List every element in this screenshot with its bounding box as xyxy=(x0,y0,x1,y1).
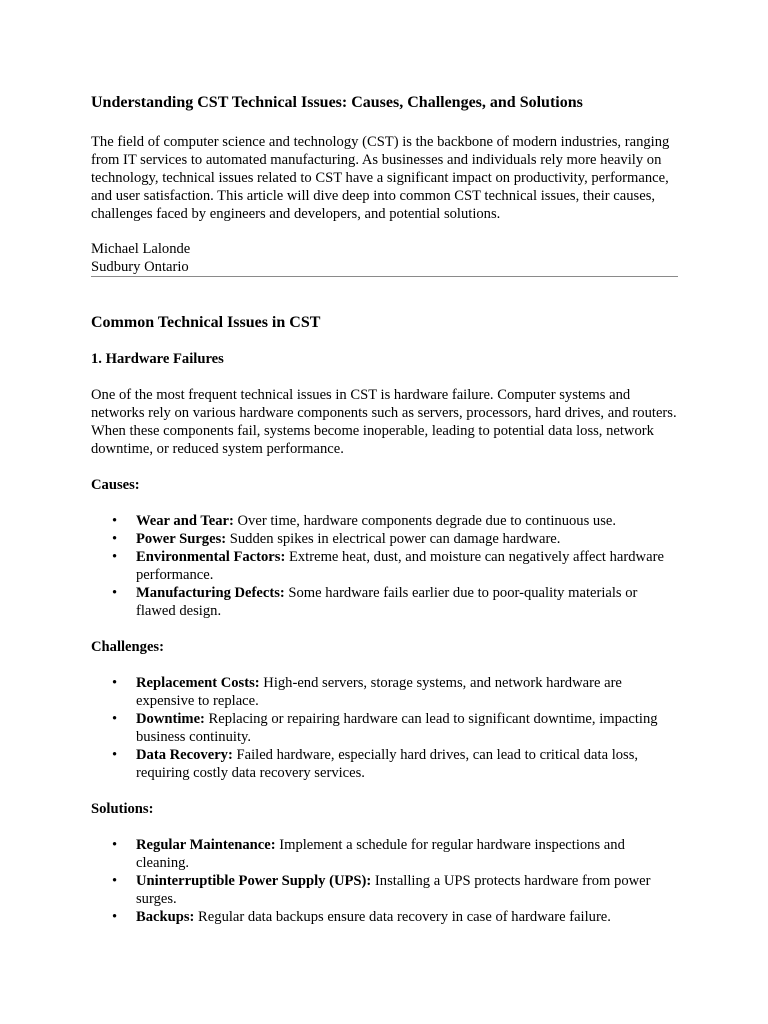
list-item-term: Replacement Costs: xyxy=(136,675,260,691)
list-item-term: Downtime: xyxy=(136,711,205,727)
list-item-text: Replacing or repairing hardware can lead to significant downtime, impacting business continuity. xyxy=(136,711,658,745)
causes-label: Causes: xyxy=(91,477,140,493)
list-item-text: Implement a schedule for regular hardware inspections and cleaning. xyxy=(136,837,625,871)
author-name: Michael Lalonde xyxy=(91,241,191,257)
list-item xyxy=(112,746,678,782)
list-item xyxy=(112,908,678,926)
list-item-text: Installing a UPS protects hardware from power surges. xyxy=(136,873,651,907)
bullet-icon: • xyxy=(112,585,118,601)
document-page xyxy=(91,93,678,926)
bullet-icon: • xyxy=(112,711,118,727)
list-item xyxy=(112,512,678,530)
intro-paragraph: The field of computer science and technology (CST) is the backbone of modern industries, ranging from IT services to automated manufacturing. As businesses and individuals rely more heavily on technology, technical issues related to CST have a significant impact on productivity, performance, and user satisfaction. This article will dive deep into common CST technical issues, their causes, challenges faced by engineers and developers, and potential solutions. xyxy=(91,134,670,222)
list-item xyxy=(112,872,678,908)
list-item-text: Failed hardware, especially hard drives, can lead to critical data loss, requiring costly data recovery services. xyxy=(136,747,639,781)
list-item xyxy=(112,836,678,872)
challenges-list xyxy=(91,674,678,782)
list-item xyxy=(112,674,678,710)
list-item-term: Manufacturing Defects: xyxy=(136,585,285,601)
bullet-icon: • xyxy=(112,513,118,529)
bullet-icon: • xyxy=(112,873,118,889)
list-item-text: Sudden spikes in electrical power can damage hardware. xyxy=(226,531,561,547)
solutions-list xyxy=(91,836,678,926)
list-item-term: Data Recovery: xyxy=(136,747,233,763)
bullet-icon: • xyxy=(112,675,118,691)
solutions-label: Solutions: xyxy=(91,801,154,817)
list-item xyxy=(112,584,678,620)
bullet-icon: • xyxy=(112,531,118,547)
list-item xyxy=(112,710,678,746)
author-block xyxy=(91,240,678,276)
list-item xyxy=(112,530,678,548)
bullet-icon: • xyxy=(112,747,118,763)
list-item-term: Regular Maintenance: xyxy=(136,837,276,853)
bullet-icon: • xyxy=(112,549,118,565)
list-item-text: Extreme heat, dust, and moisture can negatively affect hardware performance. xyxy=(136,549,664,583)
list-item-term: Power Surges: xyxy=(136,531,227,547)
section-title: Common Technical Issues in CST xyxy=(91,314,321,331)
list-item-term: Uninterruptible Power Supply (UPS): xyxy=(136,873,372,889)
list-item-text: Some hardware fails earlier due to poor-quality materials or flawed design. xyxy=(136,585,638,619)
list-item-term: Backups: xyxy=(136,909,195,925)
list-item-text: Over time, hardware components degrade due to continuous use. xyxy=(233,513,617,529)
list-item-text: Regular data backups ensure data recovery in case of hardware failure. xyxy=(194,909,611,925)
list-item-text: High-end servers, storage systems, and network hardware are expensive to replace. xyxy=(136,675,622,709)
hardware-failures-paragraph: One of the most frequent technical issues in CST is hardware failure. Computer systems and networks rely on various hardware components such as servers, processors, hard drives, and routers. When these components fail, systems become inoperable, leading to potential data loss, network downtime, or reduced system performance. xyxy=(91,387,677,457)
bullet-icon: • xyxy=(112,909,118,925)
list-item-term: Environmental Factors: xyxy=(136,549,286,565)
causes-list xyxy=(91,512,678,620)
document-title: Understanding CST Technical Issues: Causes, Challenges, and Solutions xyxy=(91,94,583,111)
list-item xyxy=(112,548,678,584)
subsection-title: 1. Hardware Failures xyxy=(91,351,224,367)
bullet-icon: • xyxy=(112,837,118,853)
section-divider xyxy=(91,276,678,277)
author-location: Sudbury Ontario xyxy=(91,259,189,275)
list-item-term: Wear and Tear: xyxy=(136,513,234,529)
challenges-label: Challenges: xyxy=(91,639,164,655)
